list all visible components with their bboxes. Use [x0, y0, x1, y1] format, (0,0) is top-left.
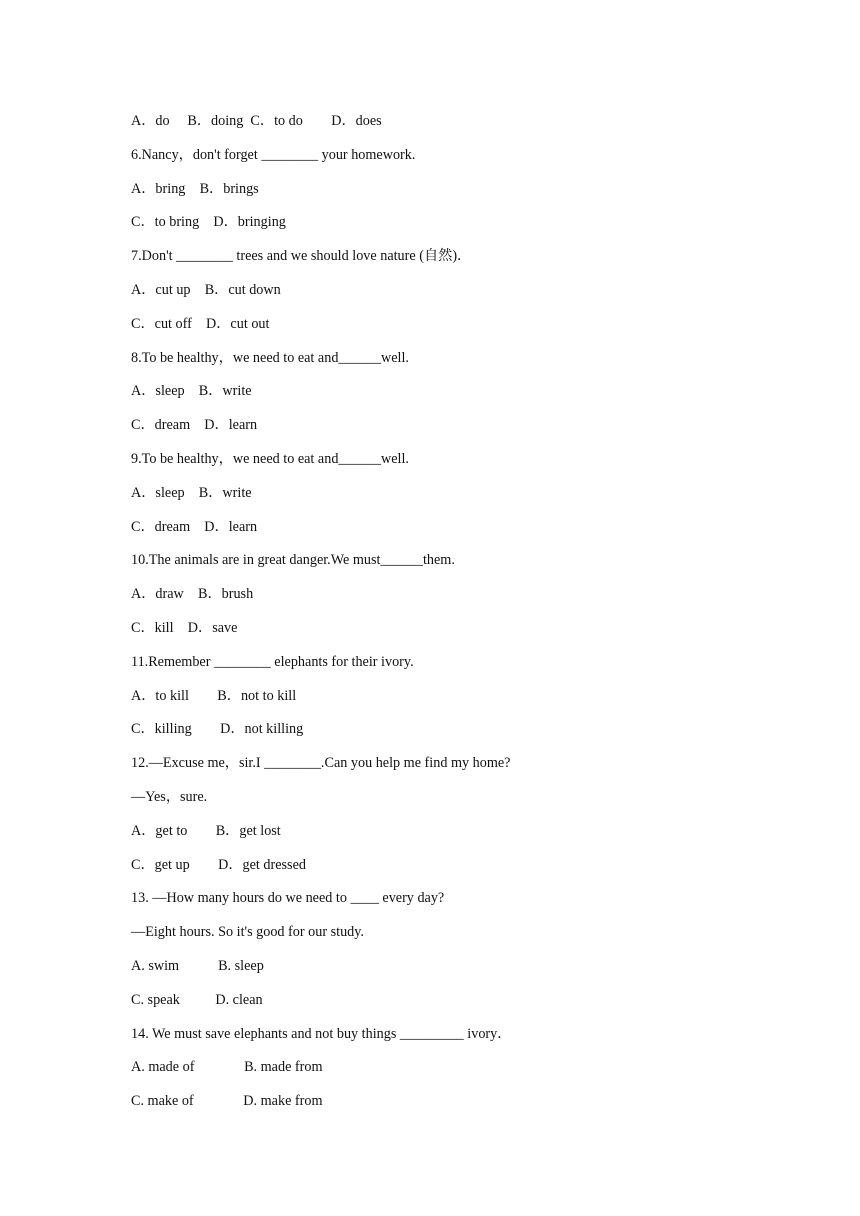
question-content [131, 111, 731, 1125]
q8-options-cd: C．dream D．learn [131, 417, 258, 434]
q13-options-cd: C. speak D. clean [131, 991, 263, 1008]
q11-stem: 11.Remember ________ elephants for their ivory. [131, 653, 414, 670]
q12-options-ab: A．get to B．get lost [131, 822, 281, 839]
q14-options-ab: A. made of B. made from [131, 1059, 323, 1076]
q9-options-ab: A．sleep B．write [131, 484, 252, 501]
q13-response: —Eight hours. So it's good for our study. [131, 924, 364, 941]
q7-options-ab: A．cut up B．cut down [131, 281, 281, 298]
q10-stem: 10.The animals are in great danger.We must______them. [131, 552, 455, 569]
q10-options-ab: A．draw B．brush [131, 586, 254, 603]
q8-stem: 8.To be healthy，we need to eat and______well. [131, 349, 409, 366]
q12-stem: 12.—Excuse me，sir.I ________.Can you help me find my home? [131, 755, 511, 772]
q8-options-ab: A．sleep B．write [131, 383, 252, 400]
q14-stem: 14. We must save elephants and not buy things _________ ivory． [131, 1025, 512, 1042]
q6-options-ab: A．bring B．brings [131, 180, 259, 197]
q14-options-cd: C. make of D. make from [131, 1093, 323, 1110]
q11-options-cd: C．killing D．not killing [131, 721, 304, 738]
q13-options-ab: A. swim B. sleep [131, 957, 264, 974]
q5-options: A．do B．doing C．to do D．does [131, 113, 382, 129]
q6-stem: 6.Nancy，don't forget ________ your homework. [131, 146, 416, 163]
q11-options-ab: A．to kill B．not to kill [131, 687, 297, 704]
q13-stem: 13. —How many hours do we need to ____ every day? [131, 890, 445, 907]
q9-options-cd: C．dream D．learn [131, 518, 258, 535]
q7-options-cd: C．cut off D．cut out [131, 315, 270, 332]
q9-stem: 9.To be healthy，we need to eat and______well. [131, 450, 409, 467]
q10-options-cd: C．kill D．save [131, 619, 238, 636]
q6-options-cd: C．to bring D．bringing [131, 214, 286, 231]
q12-options-cd: C．get up D．get dressed [131, 856, 306, 873]
q7-stem: 7.Don't ________ trees and we should love nature (自然)． [131, 248, 472, 265]
q12-response: —Yes，sure. [131, 788, 208, 805]
